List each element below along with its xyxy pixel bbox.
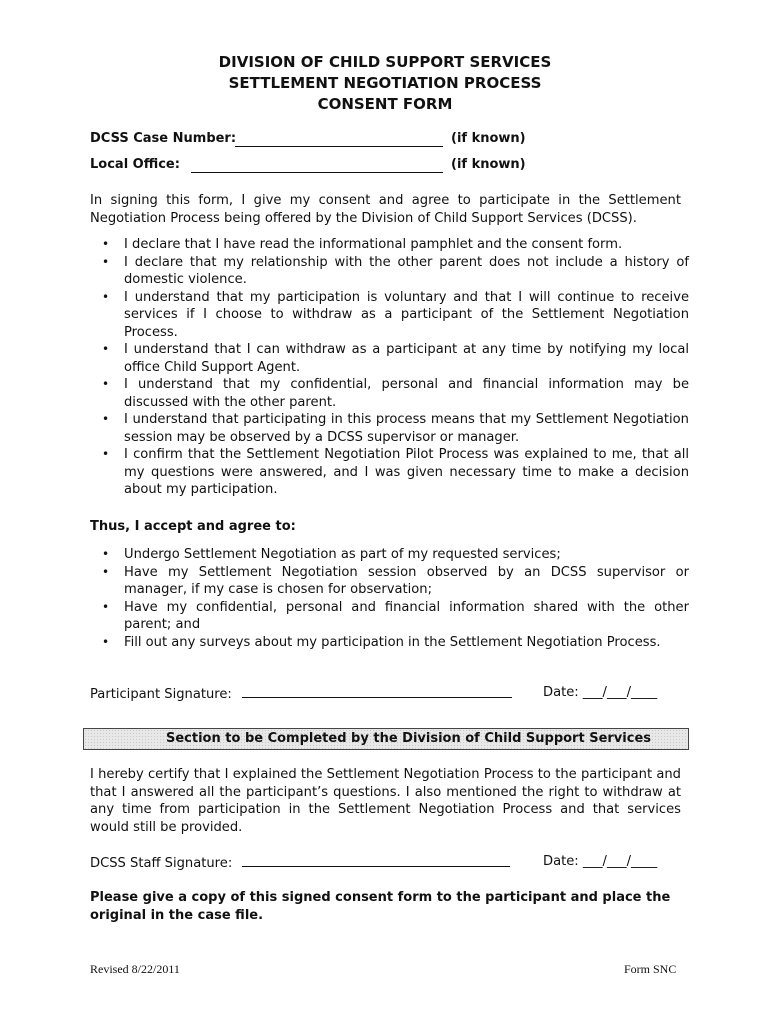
accept-heading: Thus, I accept and agree to:	[90, 519, 296, 534]
local-office-field	[90, 157, 526, 172]
case-number-hint: (if known)	[451, 131, 526, 146]
participant-signature-row	[90, 685, 512, 702]
bullet-icon: •	[102, 634, 110, 649]
form-title-line-3: CONSENT FORM	[317, 95, 453, 113]
form-title-line-1: DIVISION OF CHILD SUPPORT SERVICES	[218, 53, 552, 71]
participant-signature-line[interactable]	[242, 685, 512, 698]
local-office-input-line[interactable]	[191, 158, 443, 173]
list-item: • Have my Settlement Negotiation session observed by an DCSS supervisor or manager, if my case is chosen for observation;	[102, 564, 689, 597]
bullet-icon: •	[102, 237, 110, 251]
staff-date-label: Date:	[543, 854, 579, 869]
staff-date-input[interactable]: ___/___/____	[582, 854, 658, 869]
bullet-icon: •	[102, 412, 110, 426]
staff-date-row	[543, 854, 657, 869]
intro-paragraph: In signing this form, I give my consent and agree to participate in the Settlement Negotiation Process being offered by the Division of Child Support Services (DCSS).	[90, 193, 681, 226]
participant-signature-label: Participant Signature:	[90, 687, 232, 702]
form-title-line-2: SETTLEMENT NEGOTIATION PROCESS	[228, 74, 542, 92]
list-item: • I confirm that the Settlement Negotiation Pilot Process was explained to me, that all my questions were answered, and I was given necessary time to make a decision about my participation.	[102, 447, 689, 497]
list-item: • I declare that I have read the informational pamphlet and the consent form.	[102, 237, 623, 252]
participant-date-label: Date:	[543, 685, 579, 700]
agreements-list	[90, 546, 689, 651]
declarations-list	[90, 236, 689, 499]
bullet-icon: •	[102, 377, 110, 391]
participant-date-input[interactable]: ___/___/____	[582, 685, 658, 700]
list-item: • I understand that my confidential, personal and financial information may be discussed with the other parent.	[102, 377, 689, 410]
list-item: • Fill out any surveys about my participation in the Settlement Negotiation Process.	[102, 634, 661, 650]
bullet-icon: •	[102, 447, 110, 461]
form-id: Form SNC	[624, 962, 677, 976]
list-item: • I understand that participating in this process means that my Settlement Negotiation session may be observed by a DCSS supervisor or manager.	[102, 412, 689, 445]
local-office-label: Local Office:	[90, 157, 180, 172]
case-number-label: DCSS Case Number:	[90, 131, 237, 146]
bullet-icon: •	[102, 342, 110, 356]
bullet-icon: •	[102, 547, 110, 561]
local-office-hint: (if known)	[451, 157, 526, 172]
revised-date: Revised 8/22/2011	[90, 962, 180, 976]
staff-signature-label: DCSS Staff Signature:	[90, 856, 233, 871]
certification-paragraph: I hereby certify that I explained the Settlement Negotiation Process to the participant and that I answered all the participant’s questions. I also mentioned the right to withdraw at any time from participation in the Settlement Negotiation Process and that services would still be provided.	[90, 767, 681, 835]
bullet-icon: •	[102, 289, 110, 304]
list-item: • Undergo Settlement Negotiation as part of my requested services;	[102, 547, 561, 562]
participant-date-row	[543, 685, 657, 700]
list-item: • I declare that my relationship with the other parent does not include a history of domestic violence.	[102, 254, 689, 287]
bullet-icon: •	[102, 599, 110, 614]
dcss-section-header	[83, 728, 689, 750]
list-item: • I understand that I can withdraw as a participant at any time by notifying my local office Child Support Agent.	[102, 342, 689, 375]
staff-signature-row	[90, 854, 510, 871]
list-item: • I understand that my participation is voluntary and that I will continue to receive services if I choose to withdraw as a participant of the Settlement Negotiation Process.	[102, 289, 689, 340]
instruction-paragraph: Please give a copy of this signed consent form to the participant and place the original in the case file.	[90, 890, 671, 923]
list-item: • Have my confidential, personal and financial information shared with the other parent; and	[102, 599, 689, 632]
case-number-input-line[interactable]	[235, 132, 443, 147]
dcss-section-title: Section to be Completed by the Division of Child Support Services	[166, 731, 651, 746]
bullet-icon: •	[102, 564, 110, 579]
bullet-icon: •	[102, 254, 110, 269]
staff-signature-line[interactable]	[242, 854, 510, 867]
case-number-field	[90, 131, 526, 146]
